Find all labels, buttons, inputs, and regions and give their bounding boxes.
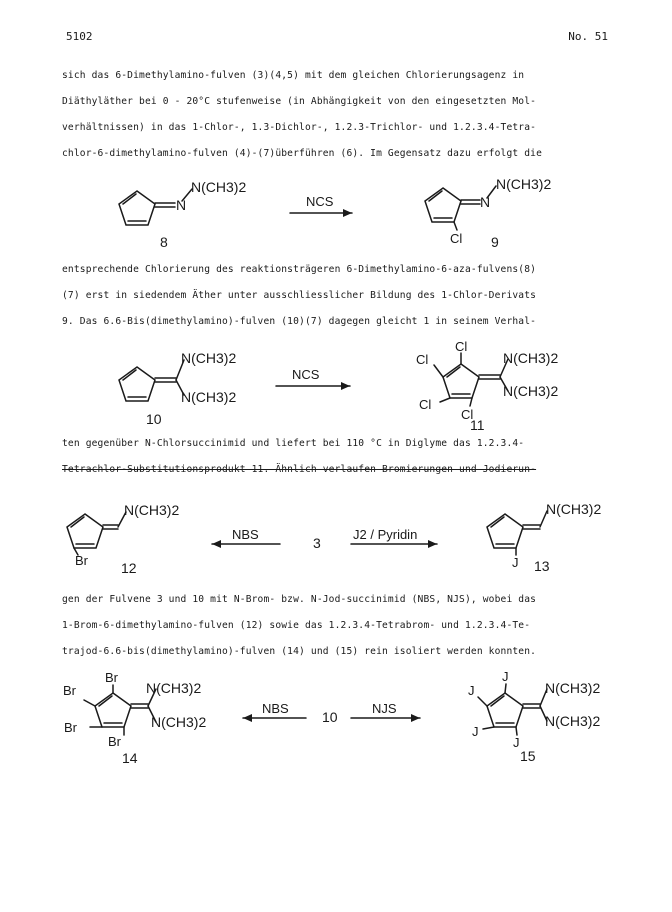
text-line: chlor-6-dimethylamino-fulven (4)-(7)überführen (6). Im Gegensatz dazu erfolgt die	[62, 148, 542, 159]
n-atom-label: N	[176, 197, 187, 213]
text-line: trajod-6.6-bis(dimethylamino)-fulven (14) und (15) rein isoliert werden konnten.	[62, 646, 537, 657]
compound-13	[487, 501, 601, 574]
text-line: Diäthyläther bei 0 - 20°C stufenweise (in Abhängigkeit von den eingesetzten Mol-	[62, 96, 537, 107]
paragraph-2	[62, 257, 612, 335]
substituent-label: N(CH3)2	[546, 501, 602, 517]
scheme-2	[0, 335, 672, 435]
text-line: ten gegenüber N-Chlorsuccinimid und liefert bei 110 °C in Diglyme das 1.2.3.4-	[62, 438, 525, 449]
text-line: 1-Brom-6-dimethylamino-fulven (12) sowie das 1.2.3.4-Tetrabrom- und 1.2.3.4-Te-	[62, 620, 531, 631]
starting-compound-number: 3	[313, 535, 321, 551]
cl-label: Cl	[419, 397, 432, 412]
cl-label: Cl	[455, 339, 468, 354]
substituent-bottom: N(CH3)2	[503, 383, 559, 399]
compound-number: 13	[534, 558, 550, 574]
compound-14	[63, 670, 206, 766]
j-label: J	[468, 683, 475, 698]
substituent-label: N(CH3)2	[124, 502, 180, 518]
paragraph-4	[62, 587, 612, 665]
starting-compound-number: 10	[322, 709, 338, 725]
br-label: Br	[63, 683, 76, 698]
right-reagent-label: J2 / Pyridin	[353, 527, 418, 542]
cl-label: Cl	[450, 231, 463, 246]
compound-12	[67, 502, 179, 576]
substituent-top: N(CH3)2	[181, 350, 237, 366]
substituent-bottom: N(CH3)2	[545, 713, 601, 729]
j-label: J	[502, 669, 509, 684]
substituent-label: N(CH3)2	[191, 179, 247, 195]
text-line: (7) erst in siedendem Äther unter ausschliesslicher Bildung des 1-Chlor-Derivats	[62, 290, 537, 301]
cl-label: Cl	[416, 352, 429, 367]
right-reagent-label: NJS	[372, 701, 397, 716]
br-label: Br	[108, 734, 121, 749]
compound-number: 8	[160, 234, 168, 250]
page-number: 5102	[66, 30, 93, 43]
compound-number: 9	[491, 234, 499, 250]
issue-number: No. 51	[568, 30, 608, 43]
paragraph-1	[62, 63, 612, 167]
left-reagent-label: NBS	[262, 701, 289, 716]
text-line: sich das 6-Dimethylamino-fulven (3)(4,5) mit dem gleichen Chlorierungsagenz in	[62, 70, 525, 81]
text-line: entsprechende Chlorierung des reaktionsträgeren 6-Dimethylamino-6-aza-fulvens(8)	[62, 264, 537, 275]
compound-number: 10	[146, 411, 162, 427]
reagent-label: NCS	[306, 194, 334, 209]
compound-10	[119, 350, 236, 427]
compound-number: 11	[470, 417, 485, 433]
br-label: Br	[105, 670, 118, 685]
paragraph-3	[62, 431, 612, 483]
j-label: J	[472, 724, 479, 739]
substituent-top: N(CH3)2	[545, 680, 601, 696]
scheme-4	[0, 665, 672, 775]
text-line: gen der Fulvene 3 und 10 mit N-Brom- bzw. N-Jod-succinimid (NBS, NJS), wobei das	[62, 594, 537, 605]
compound-15	[468, 669, 600, 764]
j-label: J	[513, 735, 520, 750]
cl-label: Cl	[461, 407, 474, 422]
reagent-label: NCS	[292, 367, 320, 382]
left-reagent-label: NBS	[232, 527, 259, 542]
scheme-3	[0, 495, 672, 585]
br-label: Br	[75, 553, 88, 568]
substituent-bottom: N(CH3)2	[151, 714, 207, 730]
substituent-top: N(CH3)2	[146, 680, 202, 696]
compound-number: 15	[520, 748, 536, 764]
compound-8	[119, 179, 246, 250]
text-line: Tetrachlor-Substitutionsprodukt 11. Ähnlich verlaufen Bromierungen und Jodierun-	[62, 464, 537, 475]
compound-9	[425, 176, 551, 250]
text-line: verhältnissen) in das 1-Chlor-, 1.3-Dichlor-, 1.2.3-Trichlor- und 1.2.3.4-Tetra-	[62, 122, 537, 133]
text-line: 9. Das 6.6-Bis(dimethylamino)-fulven (10)(7) dagegen gleicht 1 in seinem Verhal-	[62, 316, 537, 327]
scheme-1	[0, 170, 672, 260]
compound-number: 14	[122, 750, 138, 766]
br-label: Br	[64, 720, 77, 735]
substituent-top: N(CH3)2	[503, 350, 559, 366]
substituent-label: N(CH3)2	[496, 176, 552, 192]
n-atom-label: N	[480, 194, 491, 210]
substituent-bottom: N(CH3)2	[181, 389, 237, 405]
compound-11	[416, 339, 558, 433]
j-label: J	[512, 555, 519, 570]
compound-number: 12	[121, 560, 137, 576]
